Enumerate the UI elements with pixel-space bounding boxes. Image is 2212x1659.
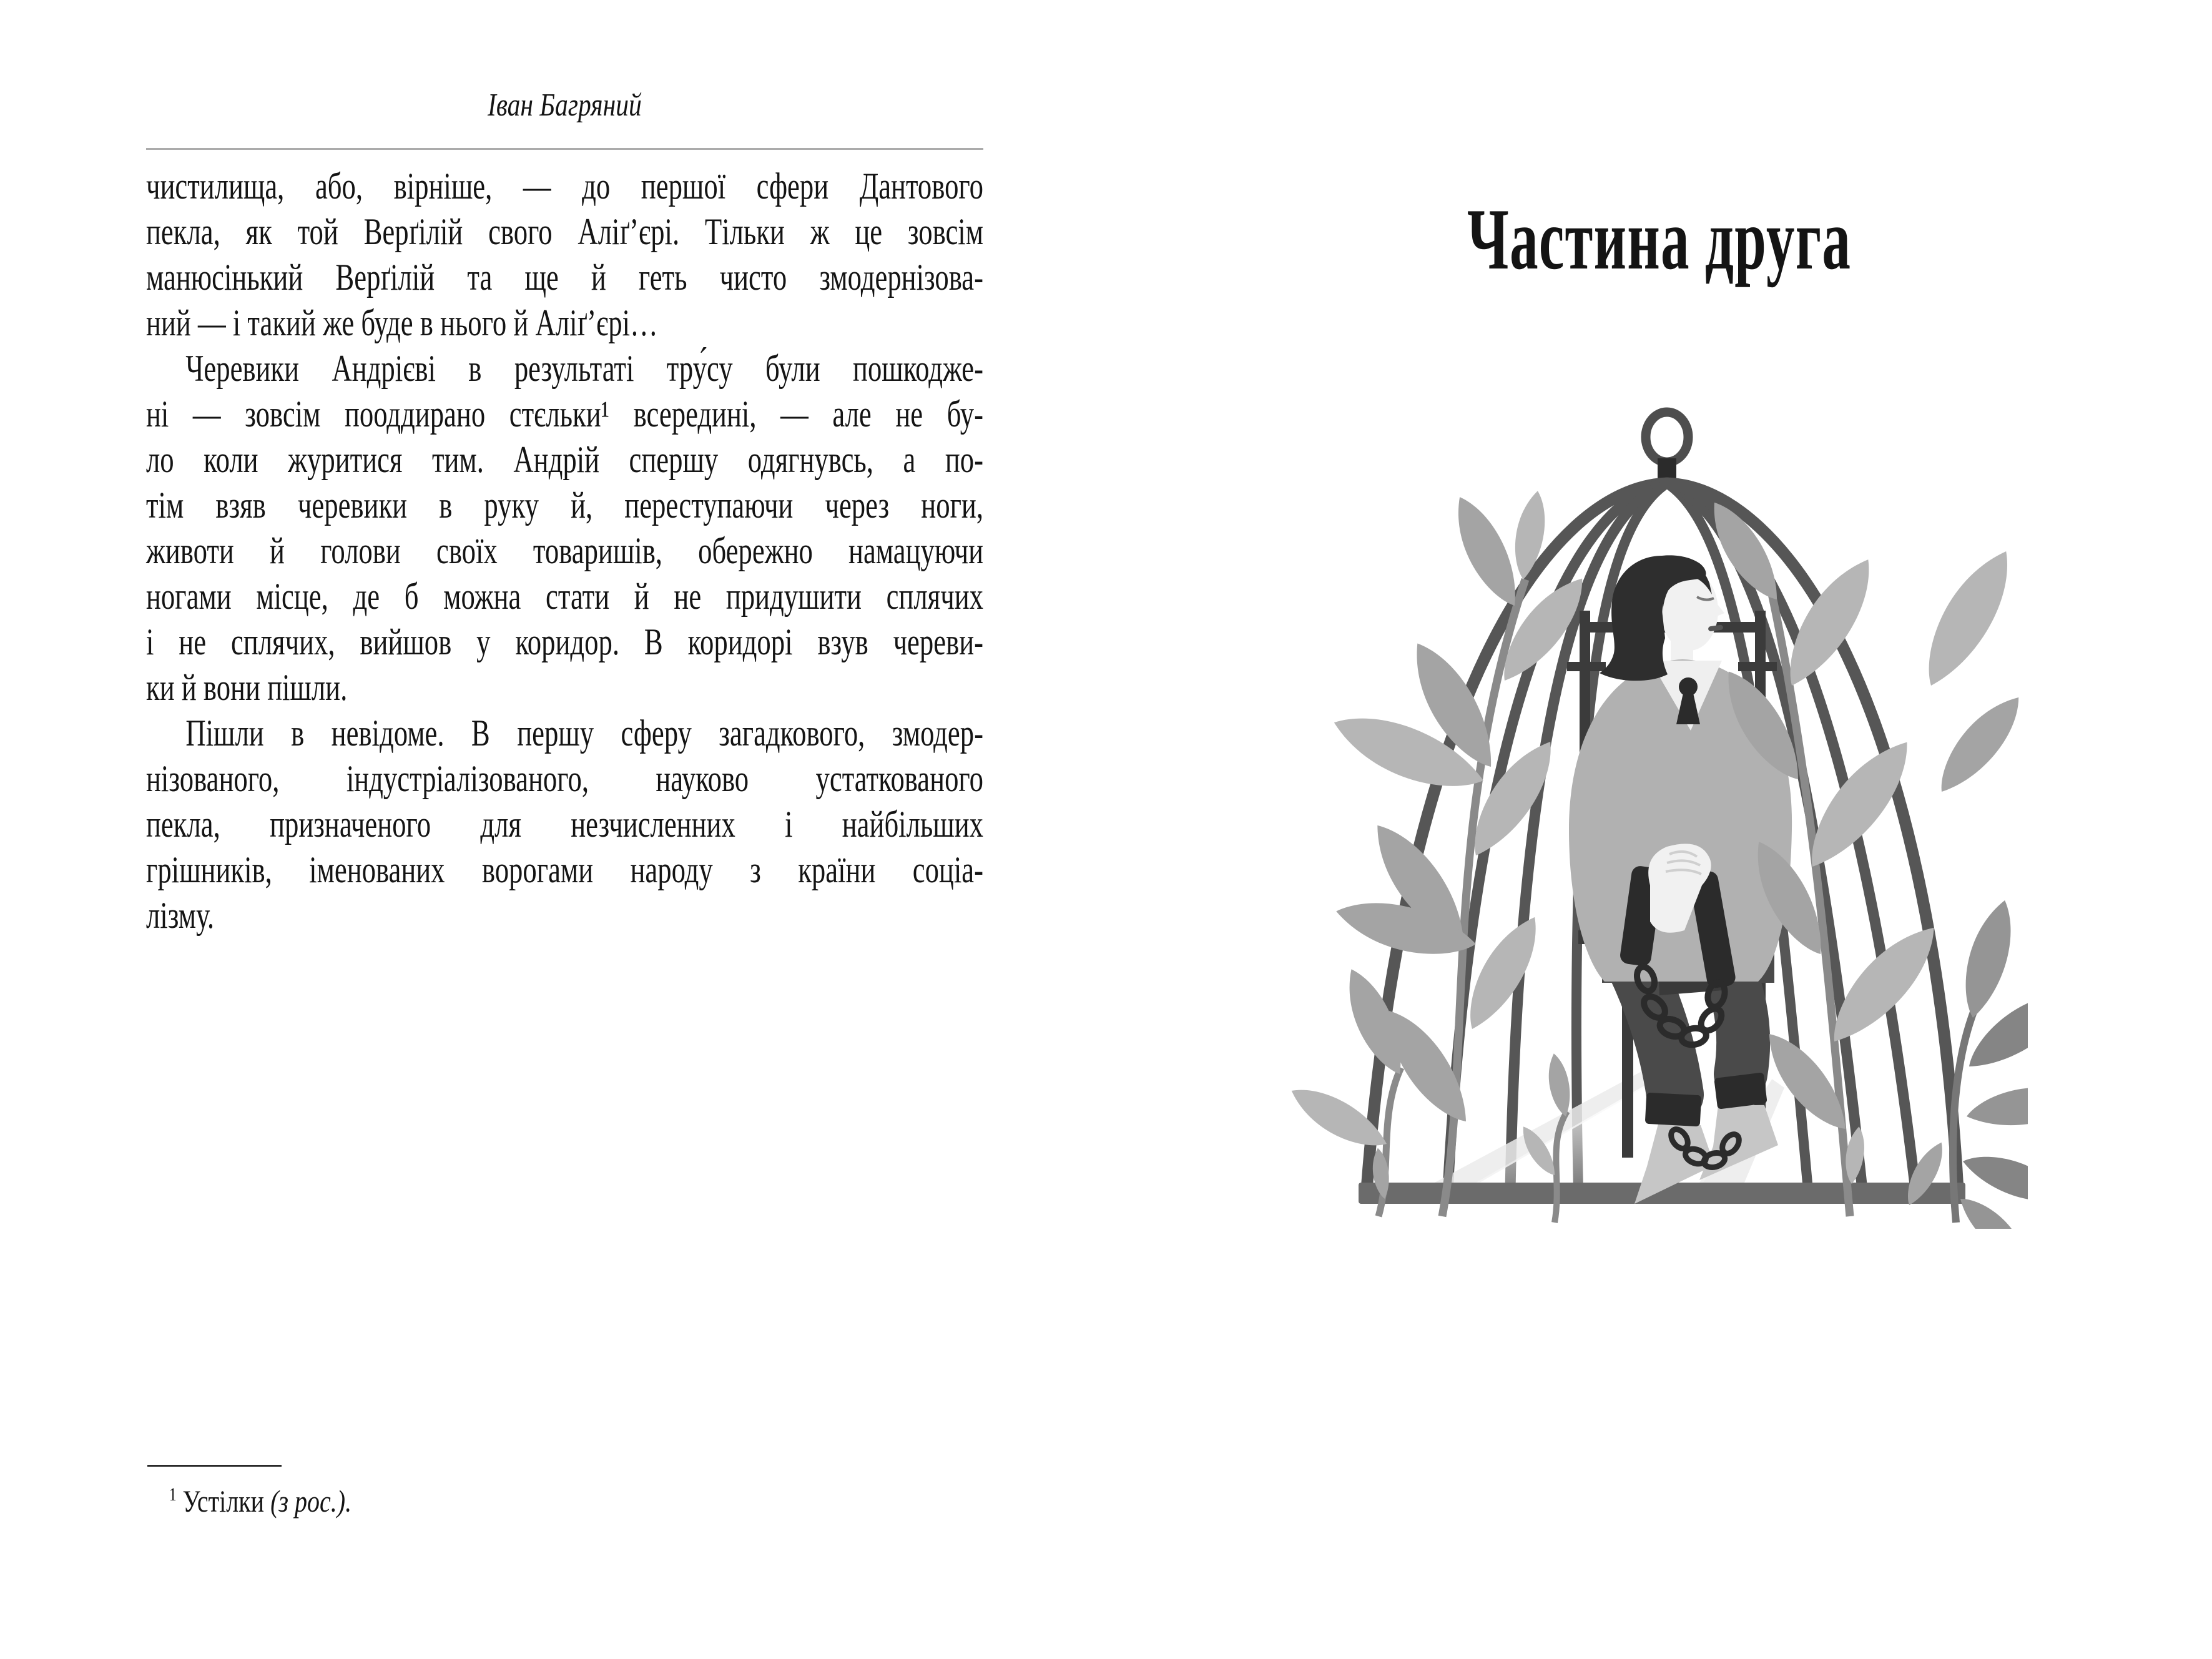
text-line: ний — і такий же буде в нього й Аліґ’єрі… [146, 302, 658, 343]
text-line: Пішли в невідоме. В першу сферу загадкового, змодер- [185, 712, 984, 754]
text-line: чистилища, або, вірніше, — до першої сфери Дантового [146, 165, 983, 207]
paragraph [146, 164, 983, 346]
text-line: животи й голови своїх товаришів, обережно намацуючи [146, 530, 983, 571]
text-line: пекла, призначеного для незчисленних і найбільших [146, 804, 983, 845]
text-line: лізму. [146, 895, 215, 936]
part-heading: Частина друга [1467, 191, 1852, 288]
running-header: Іван Багряний [487, 87, 642, 123]
footnote [146, 1481, 983, 1522]
text-line: нізованого, індустріалізованого, науково устаткованого [146, 758, 983, 799]
text-line: грішників, іменованих ворогами народу з країни соціа- [146, 849, 983, 890]
paragraph [146, 346, 983, 711]
text-line: ногами місце, де б можна стати й не придушити сплячих [146, 576, 983, 617]
left-ankle-shackle [1645, 1093, 1701, 1127]
text-line: і не сплячих, вийшов у коридор. В коридорі взув череви- [146, 621, 983, 662]
footnote-source: (з рос.). [270, 1484, 352, 1519]
paragraph [146, 711, 983, 938]
body-text [146, 164, 983, 938]
text-line: пекла, як той Верґілій свого Аліґ’єрі. Тільки ж це зовсім [146, 211, 983, 252]
footnote-marker: 1 [169, 1484, 177, 1505]
birdcage-illustration-svg [1285, 392, 2028, 1229]
caged-person-illustration [1285, 392, 2028, 1229]
text-line: манюсінький Верґілій та ще й геть чисто змодернізова- [146, 257, 983, 298]
right-ankle-shackle [1714, 1072, 1767, 1109]
left-branch [1285, 488, 1599, 1223]
text-line: ло коли журитися тим. Андрій спершу одягнувсь, а по- [146, 439, 983, 480]
header-rule [146, 148, 983, 150]
text-line: Черевики Андрієві в результаті тру́су були пошкодже- [185, 348, 984, 389]
text-line: тім взяв черевики в руку й, переступаючи через ноги, [146, 485, 983, 526]
right-page [1106, 0, 2212, 1659]
footnote-rule [147, 1465, 282, 1467]
cage-ring-icon [1646, 412, 1688, 462]
text-line: ні — зовсім пооддирано стєльки¹ всередині, — але не бу- [146, 393, 983, 435]
footnote-word: Устілки [182, 1484, 271, 1519]
text-line: ки й вони пішли. [146, 667, 348, 708]
